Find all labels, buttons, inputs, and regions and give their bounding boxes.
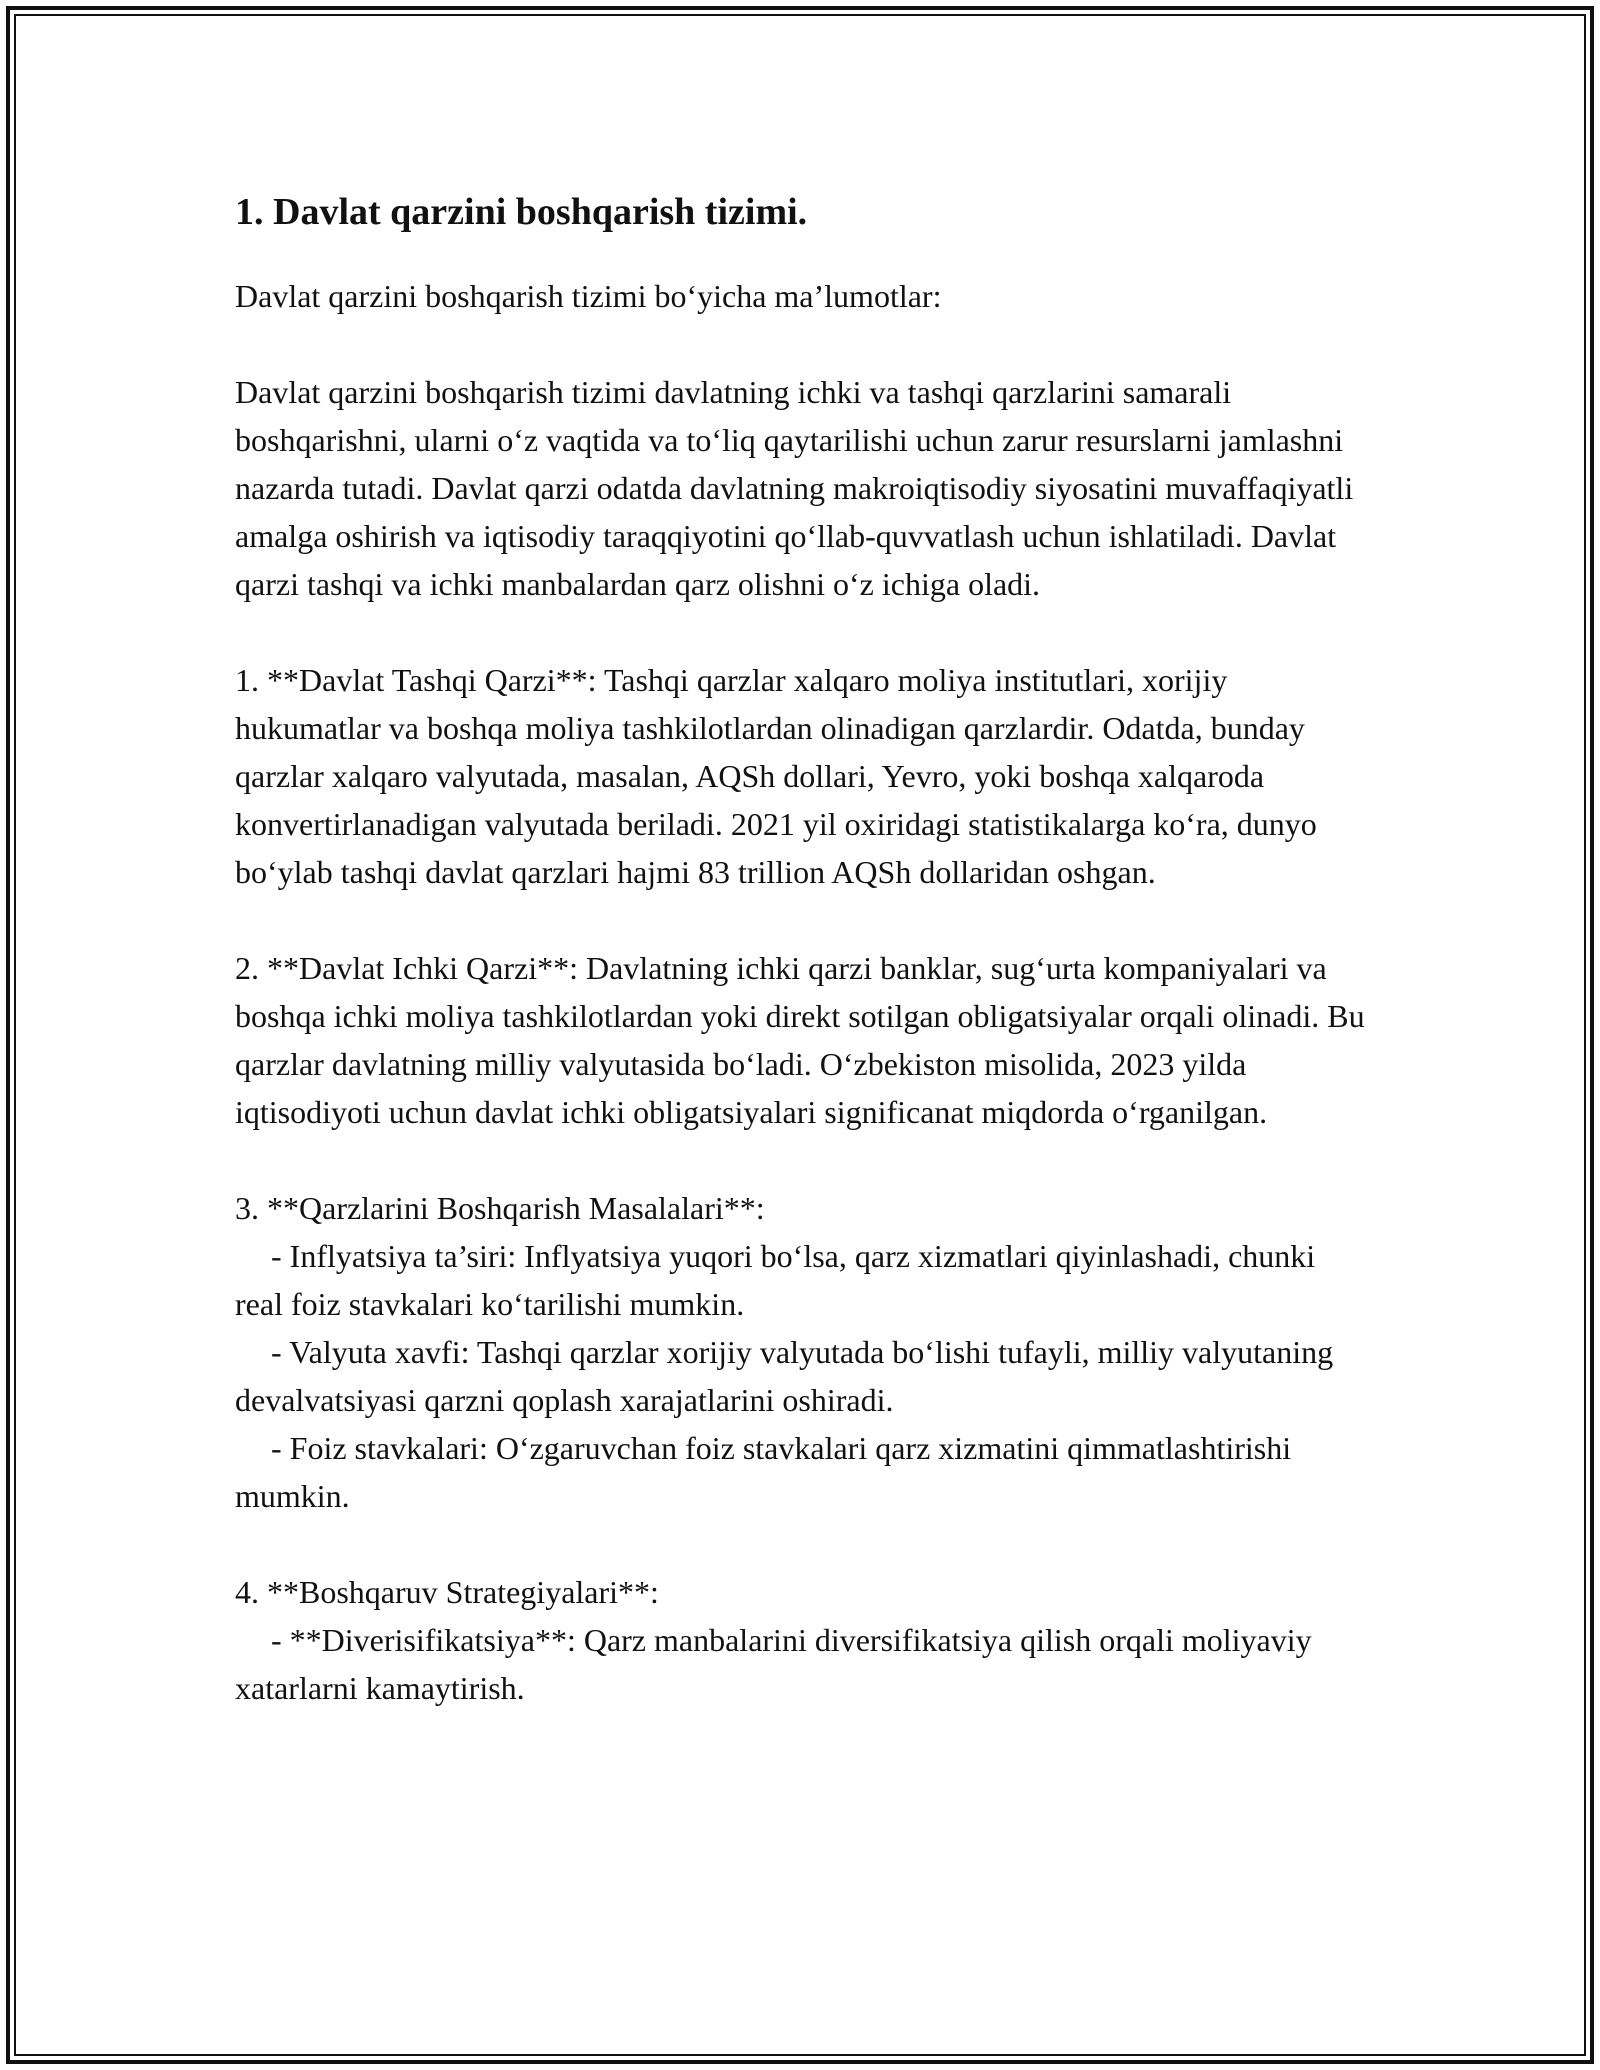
document-body <box>235 188 1370 1760</box>
paragraph-external-debt: 1. **Davlat Tashqi Qarzi**: Tashqi qarzlar xalqaro moliya institutlari, xorijiy hukumatlar va boshqa moliya tashkilotlardan olinadigan qarzlardir. Odatda, bunday qarzlar xalqaro valyutada, masalan, AQSh dollari, Yevro, yoki boshqa xalqaroda konvertirlanadigan valyutada beriladi. 2021 yil oxiridagi statistikalarga ko‘ra, dunyo bo‘ylab tashqi davlat qarzlari hajmi 83 trillion AQSh dollaridan oshgan. <box>235 662 1317 890</box>
paragraph-overview: Davlat qarzini boshqarish tizimi davlatning ichki va tashqi qarzlarini samarali boshqarishni, ularni o‘z vaqtida va to‘liq qaytarilishi uchun zarur resurslarni jamlashni nazarda tutadi. Davlat qarzi odatda davlatning makroiqtisodiy siyosatini muvaffaqiyatli amalga oshirish va iqtisodiy taraqqiyotini qo‘llab-quvvatlash uchun ishlatiladi. Davlat qarzi tashqi va ichki manbalardan qarz olishni o‘z ichiga oladi. <box>235 374 1354 602</box>
section-heading: 3. **Qarzlarini Boshqarish Masalalari**: <box>235 1190 765 1226</box>
list-item: - Foiz stavkalari: O‘zgaruvchan foiz stavkalari qarz xizmatini qimmatlashtirishi mumkin. <box>235 1430 1292 1514</box>
list-item: - Valyuta xavfi: Tashqi qarzlar xorijiy valyutada bo‘lishi tufayli, milliy valyutaning devalvatsiyasi qarzni qoplash xarajatlarini oshiradi. <box>235 1334 1334 1418</box>
document-title: 1. Davlat qarzini boshqarish tizimi. <box>235 191 808 233</box>
section-debt-management-issues <box>235 1184 1370 1520</box>
paragraph-internal-debt: 2. **Davlat Ichki Qarzi**: Davlatning ichki qarzi banklar, sug‘urta kompaniyalari va boshqa ichki moliya tashkilotlardan yoki direkt sotilgan obligatsiyalar orqali olinadi. Bu qarzlar davlatning milliy valyutasida bo‘ladi. O‘zbekiston misolida, 2023 yilda iqtisodiyoti uchun davlat ichki obligatsiyalari significanat miqdorda o‘rganilgan. <box>235 950 1365 1130</box>
section-heading: 4. **Boshqaruv Strategiyalari**: <box>235 1574 659 1610</box>
section-management-strategies <box>235 1568 1370 1712</box>
intro-line: Davlat qarzini boshqarish tizimi bo‘yicha ma’lumotlar: <box>235 278 942 314</box>
list-item: - Inflyatsiya ta’siri: Inflyatsiya yuqori bo‘lsa, qarz xizmatlari qiyinlashadi, chunki real foiz stavkalari ko‘tarilishi mumkin. <box>235 1238 1316 1322</box>
list-item: - **Diverisifikatsiya**: Qarz manbalarini diversifikatsiya qilish orqali moliyaviy xatarlarni kamaytirish. <box>235 1622 1312 1706</box>
